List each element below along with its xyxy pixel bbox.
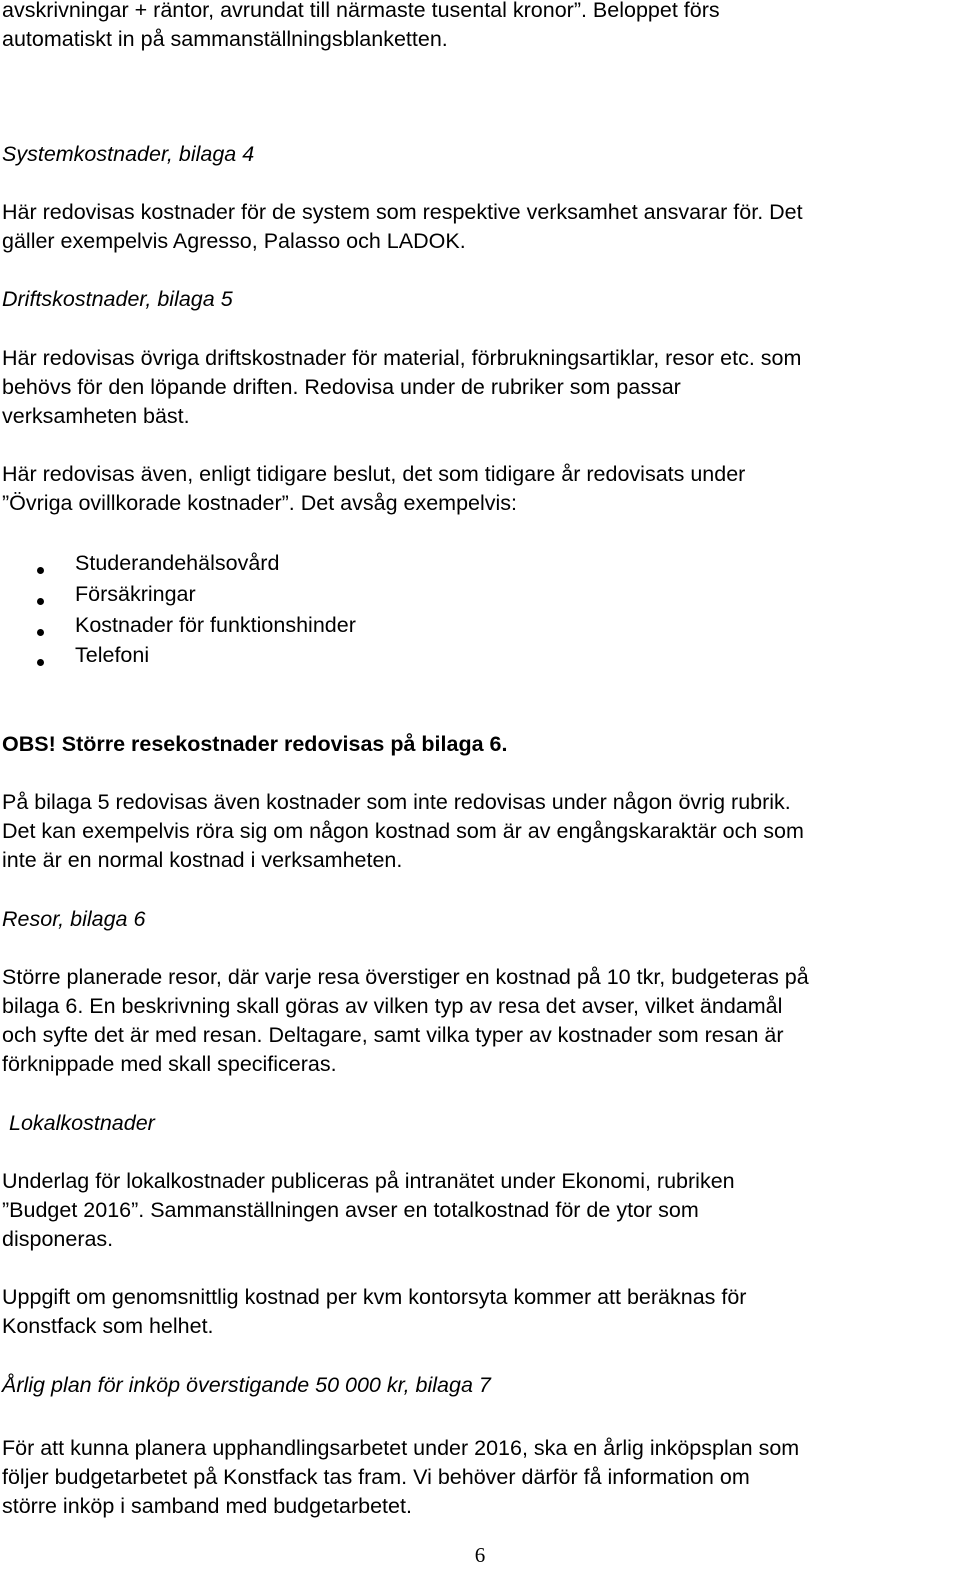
lokal-p1-line-3: disponeras.	[2, 1227, 114, 1251]
drift-p1-line-1: Här redovisas övriga driftskostnader för material, förbrukningsartiklar, resor etc. som	[2, 346, 802, 370]
drift-p2-line-2: ”Övriga ovillkorade kostnader”. Det avsåg exempelvis:	[2, 491, 518, 515]
drift-p3-line-2: Det kan exempelvis röra sig om någon kostnad som är av engångskaraktär och som	[2, 819, 804, 843]
inkop-line-1: För att kunna planera upphandlingsarbetet under 2016, ska en årlig inköpsplan som	[2, 1436, 800, 1460]
drift-p3-line-1: På bilaga 5 redovisas även kostnader som inte redovisas under någon övrig rubrik.	[2, 790, 791, 814]
drift-p1-line-2: behövs för den löpande driften. Redovisa under de rubriker som passar	[2, 375, 681, 399]
lokal-p2-line-1: Uppgift om genomsnittlig kostnad per kvm kontorsyta kommer att beräknas för	[2, 1285, 747, 1309]
obs-note: OBS! Större resekostnader redovisas på bilaga 6.	[2, 732, 508, 756]
bullet-icon	[37, 598, 44, 605]
resor-line-1: Större planerade resor, där varje resa överstiger en kostnad på 10 tkr, budgeteras på	[2, 965, 809, 989]
drift-p3-line-3: inte är en normal kostnad i verksamheten.	[2, 848, 403, 872]
lokal-p2-line-2: Konstfack som helhet.	[2, 1314, 214, 1338]
section-heading-system: Systemkostnader, bilaga 4	[2, 142, 255, 166]
resor-line-4: förknippade med skall specificeras.	[2, 1052, 337, 1076]
system-line-2: gäller exempelvis Agresso, Palasso och LADOK.	[2, 229, 466, 253]
resor-line-3: och syfte det är med resan. Deltagare, samt vilka typer av kostnader som resan är	[2, 1023, 784, 1047]
bullet-icon	[37, 659, 44, 666]
section-heading-resor: Resor, bilaga 6	[2, 907, 146, 931]
drift-p1-line-3: verksamheten bäst.	[2, 404, 190, 428]
lokal-p1-line-2: ”Budget 2016”. Sammanställningen avser en totalkostnad för de ytor som	[2, 1198, 699, 1222]
section-heading-drift: Driftskostnader, bilaga 5	[2, 287, 233, 311]
section-heading-lokal: Lokalkostnader	[9, 1111, 155, 1135]
bullet-icon	[37, 629, 44, 636]
section-heading-inkop: Årlig plan för inköp överstigande 50 000 kr, bilaga 7	[2, 1373, 491, 1397]
list-item-text: Telefoni	[75, 643, 150, 667]
list-item-text: Försäkringar	[75, 582, 196, 606]
list-item-text: Studerandehälsovård	[75, 551, 280, 575]
page-number: 6	[474, 1543, 486, 1567]
lokal-p1-line-1: Underlag för lokalkostnader publiceras på intranätet under Ekonomi, rubriken	[2, 1169, 735, 1193]
resor-line-2: bilaga 6. En beskrivning skall göras av vilken typ av resa det avser, vilket ändamål	[2, 994, 783, 1018]
system-line-1: Här redovisas kostnader för de system som respektive verksamhet ansvarar för. Det	[2, 200, 803, 224]
intro-line-2: automatiskt in på sammanställningsblanketten.	[2, 27, 448, 51]
bullet-icon	[37, 567, 44, 574]
drift-p2-line-1: Här redovisas även, enligt tidigare beslut, det som tidigare år redovisats under	[2, 462, 746, 486]
intro-line-1: avskrivningar + räntor, avrundat till närmaste tusental kronor”. Beloppet förs	[2, 0, 720, 22]
inkop-line-2: följer budgetarbetet på Konstfack tas fram. Vi behöver därför få information om	[2, 1465, 750, 1489]
inkop-line-3: större inköp i samband med budgetarbetet.	[2, 1494, 412, 1518]
list-item-text: Kostnader för funktionshinder	[75, 613, 356, 637]
